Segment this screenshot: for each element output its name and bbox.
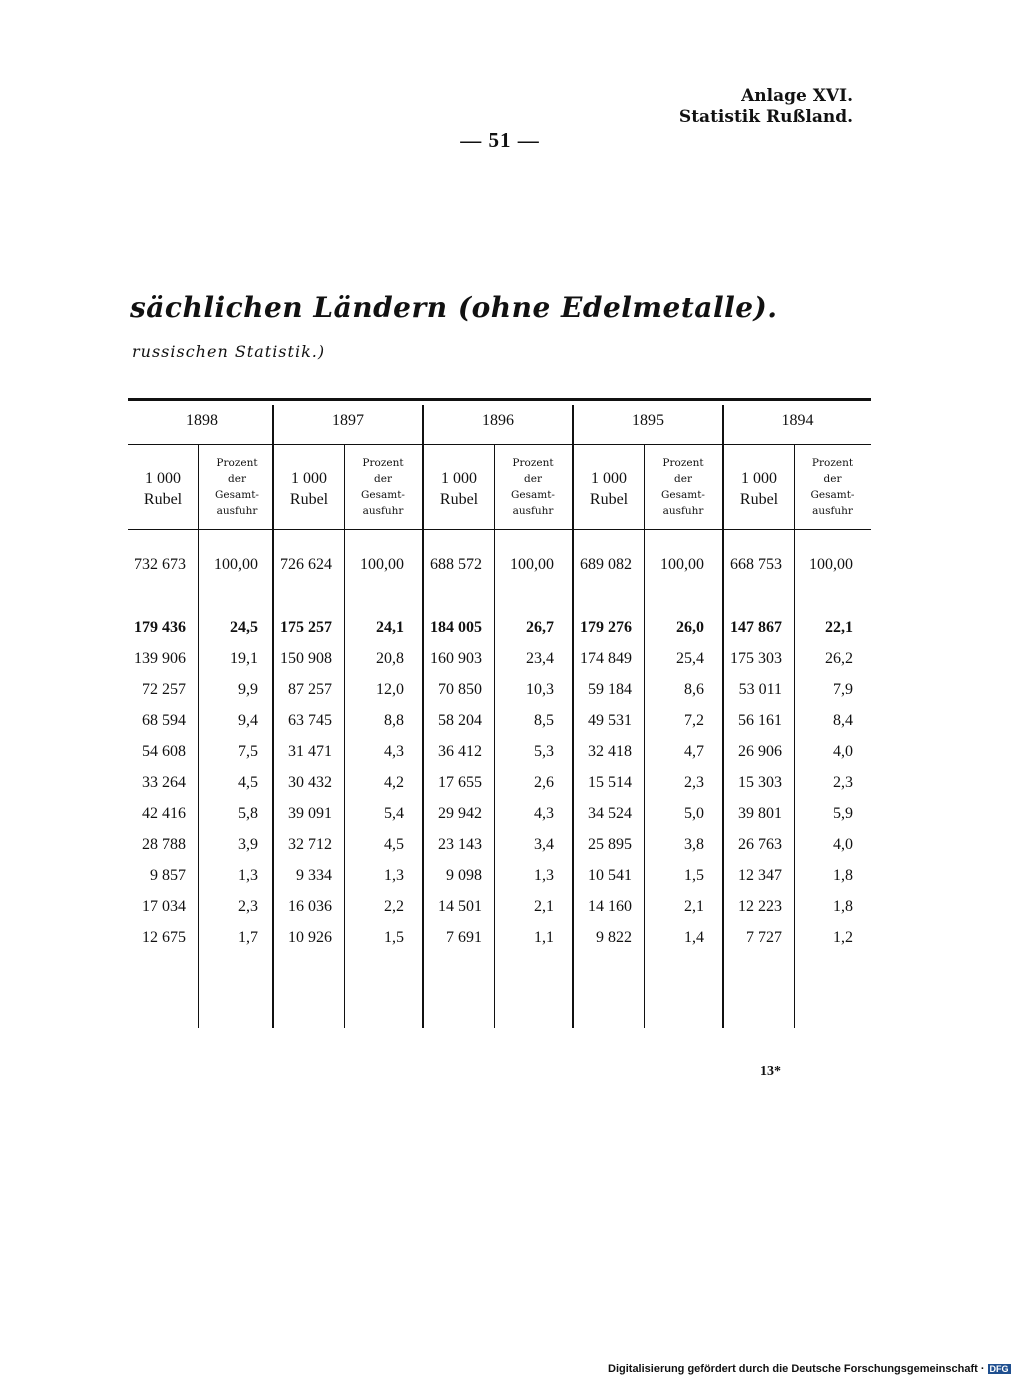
rubel-header-line: 1 000 [145, 470, 181, 487]
table-row-value: 33 264 [142, 774, 186, 791]
percent-header-line: der [524, 473, 542, 485]
table-row-value: 26 906 [738, 743, 782, 760]
percent-header-line: der [228, 473, 246, 485]
table-row-value: 54 608 [142, 743, 186, 760]
table-row-percent: 1,3 [238, 867, 258, 884]
percent-header-line: Prozent [811, 457, 854, 469]
percent-header-line: ausfuhr [512, 505, 554, 517]
table-row-value: 17 034 [142, 898, 186, 915]
table-row-value: 179 276 [580, 619, 632, 636]
table-row-percent: 7,9 [833, 681, 853, 698]
table-row-value: 14 501 [438, 898, 482, 915]
table-row-percent: 5,3 [534, 743, 554, 760]
percent-header [494, 455, 572, 519]
table-row-percent: 1,5 [384, 929, 404, 946]
table-row-percent: 1,4 [684, 929, 704, 946]
table-row-value: 87 257 [288, 681, 332, 698]
table-row-percent: 8,6 [684, 681, 704, 698]
table-row-percent: 4,3 [384, 743, 404, 760]
table-row-value: 63 745 [288, 712, 332, 729]
percent-header-line: Gesamt- [215, 489, 259, 501]
table-row-value: 59 184 [588, 681, 632, 698]
table-subtitle: russischen Statistik.) [132, 342, 326, 361]
year-rule [128, 444, 871, 445]
table-row-percent: 4,5 [238, 774, 258, 791]
table-row-percent: 23,4 [526, 650, 554, 667]
percent-header-line: ausfuhr [362, 505, 404, 517]
table-row-percent: 19,1 [230, 650, 258, 667]
table-row-percent: 26,7 [526, 619, 554, 636]
percent-header-line: Prozent [512, 457, 554, 469]
table-row-percent: 2,1 [534, 898, 554, 915]
statistics-table [128, 398, 871, 1030]
table-row-percent: 7,2 [684, 712, 704, 729]
percent-header [644, 455, 722, 519]
table-row-value: 15 303 [738, 774, 782, 791]
table-row-value: 175 303 [730, 650, 782, 667]
table-row-value: 14 160 [588, 898, 632, 915]
page-signature: 13* [760, 1064, 781, 1079]
table-row-value: 72 257 [142, 681, 186, 698]
table-row-value: 31 471 [288, 743, 332, 760]
table-row-value: 68 594 [142, 712, 186, 729]
table-row-value: 9 857 [150, 867, 186, 884]
total-row-value: 726 624 [280, 556, 332, 573]
table-row-value: 16 036 [288, 898, 332, 915]
percent-header-line: Gesamt- [661, 489, 705, 501]
table-row-value: 53 011 [738, 681, 782, 698]
table-row-percent: 4,2 [384, 774, 404, 791]
total-row-value: 732 673 [134, 556, 186, 573]
percent-header-line: der [674, 473, 692, 485]
rubel-header [128, 468, 198, 510]
table-row-value: 36 412 [438, 743, 482, 760]
table-row-percent: 5,4 [384, 805, 404, 822]
table-row-percent: 22,1 [825, 619, 853, 636]
table-row-value: 184 005 [430, 619, 482, 636]
table-row-value: 25 895 [588, 836, 632, 853]
table-row-percent: 1,5 [684, 867, 704, 884]
rubel-header-line: Rubel [589, 491, 629, 508]
table-row-percent: 4,0 [833, 836, 853, 853]
table-row-percent: 8,5 [534, 712, 554, 729]
year-header: 1895 [632, 412, 664, 429]
total-row-value: 689 082 [580, 556, 632, 573]
table-row-value: 26 763 [738, 836, 782, 853]
total-row-percent: 100,00 [809, 556, 853, 573]
table-row-value: 30 432 [288, 774, 332, 791]
table-row-value: 28 788 [142, 836, 186, 853]
year-header: 1898 [186, 412, 218, 429]
rubel-header [574, 468, 644, 510]
table-row-percent: 2,1 [684, 898, 704, 915]
table-row-percent: 1,2 [833, 929, 853, 946]
annex-label [679, 86, 853, 128]
table-row-value: 39 801 [738, 805, 782, 822]
table-row-value: 175 257 [280, 619, 332, 636]
table-row-percent: 2,3 [684, 774, 704, 791]
table-row-percent: 24,1 [376, 619, 404, 636]
rubel-header-line: Rubel [439, 491, 479, 508]
table-row-percent: 12,0 [376, 681, 404, 698]
total-row-percent: 100,00 [360, 556, 404, 573]
table-row-value: 32 712 [288, 836, 332, 853]
table-top-rule [128, 398, 871, 401]
percent-header-line: Prozent [362, 457, 404, 469]
table-row-percent: 9,4 [238, 712, 258, 729]
table-row-value: 9 098 [446, 867, 482, 884]
table-row-percent: 1,1 [534, 929, 554, 946]
total-row-percent: 100,00 [660, 556, 704, 573]
table-row-percent: 25,4 [676, 650, 704, 667]
table-row-value: 139 906 [134, 650, 186, 667]
percent-header-line: ausfuhr [216, 505, 258, 517]
table-row-value: 179 436 [134, 619, 186, 636]
annex-line-2: Statistik Rußland. [678, 107, 853, 127]
table-row-value: 12 675 [142, 929, 186, 946]
year-header: 1897 [332, 412, 364, 429]
percent-header [344, 455, 422, 519]
table-row-value: 56 161 [738, 712, 782, 729]
table-row-value: 39 091 [288, 805, 332, 822]
total-row-value: 668 753 [730, 556, 782, 573]
table-row-percent: 4,5 [384, 836, 404, 853]
table-row-percent: 24,5 [230, 619, 258, 636]
table-row-value: 7 727 [746, 929, 782, 946]
table-row-percent: 8,4 [833, 712, 853, 729]
table-row-value: 58 204 [438, 712, 482, 729]
rubel-header [424, 468, 494, 510]
table-row-value: 160 903 [430, 650, 482, 667]
rubel-header [724, 468, 794, 510]
percent-header-line: Prozent [216, 457, 258, 469]
table-row-percent: 2,2 [384, 898, 404, 915]
table-row-percent: 9,9 [238, 681, 258, 698]
table-row-value: 34 524 [588, 805, 632, 822]
rubel-header-line: 1 000 [291, 470, 327, 487]
table-row-percent: 4,7 [684, 743, 704, 760]
rubel-header-line: Rubel [289, 491, 329, 508]
table-row-percent: 5,9 [833, 805, 853, 822]
annex-line-1: Anlage XVI. [741, 86, 853, 106]
year-header: 1894 [781, 412, 814, 429]
table-row-value: 9 822 [596, 929, 632, 946]
rubel-header [274, 468, 344, 510]
footer-text: Digitalisierung gefördert durch die Deutsche Forschungsgemeinschaft · [608, 1363, 985, 1375]
table-row-percent: 26,0 [676, 619, 704, 636]
dfg-logo-icon: DFG [989, 1364, 1009, 1375]
percent-header-line: Gesamt- [810, 489, 855, 501]
table-row-value: 32 418 [588, 743, 632, 760]
table-row-value: 17 655 [438, 774, 482, 791]
table-row-percent: 1,8 [833, 867, 853, 884]
table-row-percent: 1,7 [238, 929, 258, 946]
rubel-header-line: 1 000 [441, 470, 477, 487]
table-row-percent: 2,3 [238, 898, 258, 915]
total-row-percent: 100,00 [214, 556, 258, 573]
footer-credit [608, 1363, 1011, 1375]
table-row-value: 49 531 [588, 712, 632, 729]
table-row-percent: 3,8 [684, 836, 704, 853]
table-row-value: 15 514 [588, 774, 632, 791]
table-row-percent: 7,5 [238, 743, 258, 760]
percent-header-line: ausfuhr [662, 505, 704, 517]
total-row-percent: 100,00 [510, 556, 554, 573]
table-row-percent: 10,3 [526, 681, 554, 698]
table-row-value: 70 850 [438, 681, 482, 698]
year-header: 1896 [482, 412, 514, 429]
percent-header-line: der [374, 473, 392, 485]
table-row-percent: 5,8 [238, 805, 258, 822]
table-row-value: 174 849 [580, 650, 632, 667]
table-row-percent: 2,6 [534, 774, 554, 791]
table-row-percent: 26,2 [825, 650, 853, 667]
table-row-percent: 20,8 [376, 650, 404, 667]
table-row-percent: 2,3 [833, 774, 853, 791]
table-row-value: 147 867 [730, 619, 782, 636]
table-title: sächlichen Ländern (ohne Edelmetalle). [130, 291, 778, 324]
table-row-value: 12 347 [738, 867, 782, 884]
table-row-percent: 3,4 [534, 836, 554, 853]
table-row-value: 10 541 [588, 867, 632, 884]
table-row-value: 42 416 [142, 805, 186, 822]
table-row-percent: 1,8 [833, 898, 853, 915]
total-row-value: 688 572 [430, 556, 482, 573]
table-row-value: 150 908 [280, 650, 332, 667]
rubel-header-line: Rubel [739, 491, 779, 508]
subheader-rule [128, 529, 871, 530]
table-row-percent: 5,0 [684, 805, 704, 822]
percent-header [794, 455, 871, 519]
table-row-percent: 4,3 [534, 805, 554, 822]
table-row-value: 7 691 [446, 929, 482, 946]
table-row-value: 10 926 [288, 929, 332, 946]
rubel-header-line: 1 000 [591, 470, 627, 487]
rubel-header-line: Rubel [143, 491, 183, 508]
percent-header [198, 455, 276, 519]
table-row-percent: 3,9 [238, 836, 258, 853]
percent-header-line: ausfuhr [812, 505, 853, 517]
rubel-header-line: 1 000 [741, 470, 777, 487]
percent-header-line: der [823, 473, 842, 485]
table-row-percent: 1,3 [384, 867, 404, 884]
table-row-percent: 1,3 [534, 867, 554, 884]
page-number: — 51 — [460, 128, 540, 152]
table-row-percent: 8,8 [384, 712, 404, 729]
table-row-value: 29 942 [438, 805, 482, 822]
percent-header-line: Gesamt- [361, 489, 405, 501]
percent-header-line: Gesamt- [511, 489, 555, 501]
table-row-percent: 4,0 [833, 743, 853, 760]
table-row-value: 12 223 [738, 898, 782, 915]
percent-header-line: Prozent [662, 457, 704, 469]
table-row-value: 23 143 [438, 836, 482, 853]
table-row-value: 9 334 [296, 867, 332, 884]
